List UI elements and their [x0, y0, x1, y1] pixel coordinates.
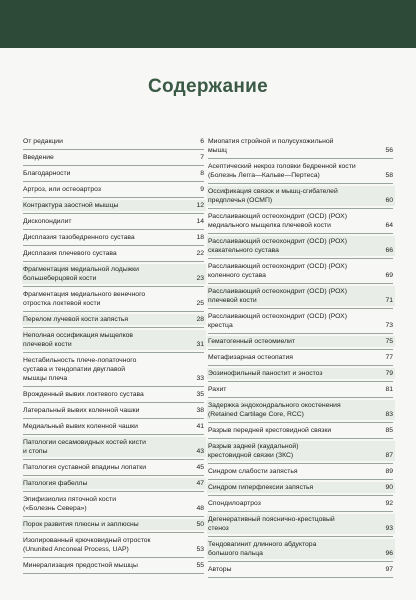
toc-rule: [208, 349, 393, 350]
toc-entry-page: 47: [196, 480, 204, 487]
toc-entry: [22, 232, 206, 243]
toc-rule: [23, 149, 204, 150]
toc-entry: [22, 289, 206, 309]
toc-entry-label: Оссификация связок и мышц-сгибателей предплечья (ОСМП): [208, 188, 338, 204]
toc-entry: [22, 355, 206, 384]
toc-entry-page: 93: [385, 525, 393, 532]
toc-rule: [208, 577, 393, 578]
toc-rule: [23, 418, 204, 419]
toc-entry-page: 6: [200, 138, 204, 145]
toc-entry: [207, 311, 395, 331]
toc-entry: [207, 425, 395, 436]
toc-rule: [23, 459, 204, 460]
toc-entry-label: Нестабильность плече-лопаточного сустава и тендопатии двуглавой мышцы плеча: [23, 357, 137, 382]
toc-entry-label: Расслаивающий остеохондрит (OCD) (РОХ) скакательного сустава: [208, 238, 347, 254]
toc-entry-page: 50: [196, 521, 204, 528]
toc-entry: [22, 560, 206, 571]
toc-entry-label: Метафизарная остеопатия: [208, 354, 293, 361]
toc-entry: [22, 216, 206, 227]
toc-entry: [207, 441, 395, 461]
toc-entry-page: 81: [385, 386, 393, 393]
toc-rule: [208, 365, 393, 366]
toc-rule: [208, 381, 393, 382]
toc-entry-page: 55: [196, 562, 204, 569]
toc-entry-page: 77: [385, 354, 393, 361]
toc-entry: [22, 389, 206, 400]
toc-entry-label: Патологии сесамовидных костей кисти и стопы: [23, 439, 146, 455]
toc-entry-label: Перелом лучевой кости запястья: [23, 316, 129, 323]
toc-entry: [207, 161, 395, 181]
toc-rule: [23, 402, 204, 403]
toc-rule: [23, 434, 204, 435]
toc-entry-label: Врожденный вывих локтевого сустава: [23, 391, 144, 398]
toc-entry-page: 9: [200, 186, 204, 193]
toc-rule: [23, 386, 204, 387]
toc-rule: [208, 511, 393, 512]
toc-entry-page: 56: [385, 147, 393, 154]
toc-entry: [22, 494, 206, 514]
toc-rule: [208, 495, 393, 496]
toc-entry-page: 28: [196, 316, 204, 323]
toc-rule: [208, 463, 393, 464]
toc-entry-label: Спондилоартроз: [208, 500, 261, 507]
toc-entry-label: Расслаивающий остеохондрит (OCD) (РОХ) медиального мыщелка плечевой кости: [208, 213, 347, 229]
toc-entry-page: 23: [196, 275, 204, 282]
toc-left-column: [22, 136, 206, 576]
toc-rule: [208, 333, 393, 334]
toc-entry: [22, 184, 206, 195]
toc-entry-page: 35: [196, 391, 204, 398]
toc-rule: [208, 397, 393, 398]
toc-entry-page: 73: [385, 322, 393, 329]
toc-entry: [22, 437, 206, 457]
top-band: [0, 0, 416, 48]
toc-entry-page: 53: [196, 546, 204, 553]
toc-entry-page: 7: [200, 154, 204, 161]
toc-entry-label: Введение: [23, 154, 54, 161]
toc-entry-page: 8: [200, 170, 204, 177]
toc-entry-label: Расслаивающий остеохондрит (OCD) (РОХ) коленного сустава: [208, 263, 347, 279]
toc-entry-label: Изолированный крючковидный отросток (Ununited Anconeal Process, UAP): [23, 537, 151, 553]
toc-entry: [207, 261, 395, 281]
toc-right-column: [207, 136, 395, 580]
toc-entry: [22, 421, 206, 432]
toc-entry-label: Дисплазия плечевого сустава: [23, 250, 117, 257]
toc-rule: [23, 261, 204, 262]
toc-entry: [207, 564, 395, 575]
toc-entry-page: 97: [385, 566, 393, 573]
toc-rule: [23, 197, 204, 198]
toc-entry-label: Медиальный вывих коленной чашки: [23, 423, 138, 430]
toc-entry-label: Рахит: [208, 386, 227, 393]
toc-entry: [207, 466, 395, 477]
toc-entry-page: 25: [196, 300, 204, 307]
toc-entry-page: 85: [385, 427, 393, 434]
toc-entry: [207, 211, 395, 231]
toc-entry-label: Фрагментация медиального венечного отростка локтевой кости: [23, 291, 146, 307]
toc-rule: [208, 422, 393, 423]
toc-rule: [208, 183, 393, 184]
toc-rule: [23, 229, 204, 230]
toc-rule: [23, 327, 204, 328]
toc-entry-label: Дегенеративный пояснично-крестцовый стеноз: [208, 516, 335, 532]
toc-entry-page: 14: [196, 218, 204, 225]
toc-rule: [23, 165, 204, 166]
toc-rule: [23, 475, 204, 476]
toc-entry-page: 31: [196, 341, 204, 348]
toc-entry-label: Эозинофильный паностит и эностоз: [208, 370, 323, 377]
toc-entry: [22, 152, 206, 163]
toc-entry-label: Авторы: [208, 566, 232, 573]
toc-entry: [207, 539, 395, 559]
toc-entry: [207, 236, 395, 256]
toc-rule: [208, 158, 393, 159]
toc-entry-label: Задержка эндохондрального окостенения (Retained Cartilage Core, RCC): [208, 402, 341, 418]
toc-entry-page: 18: [196, 234, 204, 241]
toc-entry-label: Контрактура заостной мышцы: [23, 202, 119, 209]
toc-rule: [208, 561, 393, 562]
toc-entry-label: Латеральный вывих коленной чашки: [23, 407, 140, 414]
toc-entry-label: Неполная оссификация мыщелков плечевой кости: [23, 332, 134, 348]
toc-rule: [23, 311, 204, 312]
toc-entry: [22, 200, 206, 211]
toc-entry: [207, 498, 395, 509]
toc-entry-page: 45: [196, 464, 204, 471]
toc-entry: [207, 400, 395, 420]
toc-rule: [208, 536, 393, 537]
toc-entry-label: Благодарности: [23, 170, 71, 177]
toc-entry-label: Артроз, или остеоартроз: [23, 186, 102, 193]
toc-entry-label: Дископондилит: [23, 218, 72, 225]
toc-rule: [208, 438, 393, 439]
toc-entry-page: 41: [196, 423, 204, 430]
toc-rule: [208, 283, 393, 284]
toc-entry-label: Разрыв передней крестовидной связки: [208, 427, 332, 434]
toc-entry-page: 48: [196, 505, 204, 512]
toc-rule: [23, 516, 204, 517]
toc-rule: [23, 245, 204, 246]
toc-entry: [22, 248, 206, 259]
toc-rule: [23, 286, 204, 287]
toc-entry-label: Миопатия стройной и полусухожильной мышц: [208, 138, 334, 154]
toc-entry-page: 58: [385, 172, 393, 179]
toc-entry-page: 22: [196, 250, 204, 257]
toc-entry-label: Фрагментация медиальной лодыжки большеберцовой кости: [23, 266, 139, 282]
toc-entry-page: 79: [385, 370, 393, 377]
toc-entry: [207, 336, 395, 347]
toc-rule: [208, 258, 393, 259]
toc-entry-page: 60: [385, 197, 393, 204]
toc-entry-label: Расслаивающий остеохондрит (OCD) (РОХ) плечевой кости: [208, 288, 347, 304]
toc-entry-label: Гематогенный остеомиелит: [208, 338, 295, 345]
toc-entry-page: 87: [385, 452, 393, 459]
toc-entry: [22, 264, 206, 284]
toc-entry-page: 43: [196, 448, 204, 455]
toc-rule: [23, 532, 204, 533]
toc-entry-label: Синдром гиперфлексии запястья: [208, 484, 314, 491]
toc-entry-page: 83: [385, 411, 393, 418]
toc-entry: [207, 352, 395, 363]
toc-entry-label: Дисплазия тазобедренного сустава: [23, 234, 135, 241]
toc-entry-label: Асептический некроз головки бедренной кости (Болезнь Легга—Кальве—Пертеса): [208, 163, 356, 179]
toc-entry-page: 64: [385, 222, 393, 229]
toc-rule: [208, 479, 393, 480]
toc-entry-label: Порок развития плюсны и заплюсны: [23, 521, 139, 528]
toc-entry-label: Патология суставной впадины лопатки: [23, 464, 146, 471]
toc-entry-page: 38: [196, 407, 204, 414]
toc-entry-label: Эпифизиолиз пяточной кости («Болезнь Севера»): [23, 496, 116, 512]
toc-entry-page: 75: [385, 338, 393, 345]
toc-entry-page: 66: [385, 247, 393, 254]
toc-rule: [208, 308, 393, 309]
page-title: Содержание: [147, 76, 269, 97]
toc-entry: [22, 136, 206, 147]
toc-entry: [22, 462, 206, 473]
toc-entry: [207, 286, 395, 306]
toc-entry: [22, 405, 206, 416]
toc-entry-label: Патология фабеллы: [23, 480, 88, 487]
toc-entry: [22, 519, 206, 530]
toc-entry-label: От редакции: [23, 138, 63, 145]
toc-entry-label: Тендовагинит длинного абдуктора большого пальца: [208, 541, 317, 557]
toc-entry: [22, 478, 206, 489]
toc-rule: [23, 352, 204, 353]
toc-entry-page: 12: [196, 202, 204, 209]
toc-entry: [22, 535, 206, 555]
toc-entry-page: 96: [385, 550, 393, 557]
toc-rule: [23, 557, 204, 558]
toc-entry-label: Синдром слабости запястья: [208, 468, 298, 475]
toc-entry-page: 69: [385, 272, 393, 279]
toc-entry: [207, 482, 395, 493]
toc-entry: [22, 168, 206, 179]
toc-entry-label: Расслаивающий остеохондрит (OCD) (РОХ) крестца: [208, 313, 347, 329]
toc-rule: [23, 213, 204, 214]
toc-entry: [207, 514, 395, 534]
toc-rule: [23, 573, 204, 574]
toc-entry-page: 90: [385, 484, 393, 491]
toc-entry: [22, 330, 206, 350]
toc-entry-label: Разрыв задней (каудальной) крестовидной связки (ЗКС): [208, 443, 299, 459]
toc-rule: [23, 181, 204, 182]
toc-entry: [207, 368, 395, 379]
toc-entry: [207, 186, 395, 206]
toc-rule: [23, 491, 204, 492]
toc-rule: [208, 233, 393, 234]
toc-rule: [208, 208, 393, 209]
toc-entry: [207, 384, 395, 395]
toc-entry: [22, 314, 206, 325]
toc-entry-page: 89: [385, 468, 393, 475]
toc-entry-page: 92: [385, 500, 393, 507]
toc-entry-label: Минерализация предостной мышцы: [23, 562, 138, 569]
toc-entry-page: 71: [385, 297, 393, 304]
toc-entry-page: 33: [196, 375, 204, 382]
toc-entry: [207, 136, 395, 156]
